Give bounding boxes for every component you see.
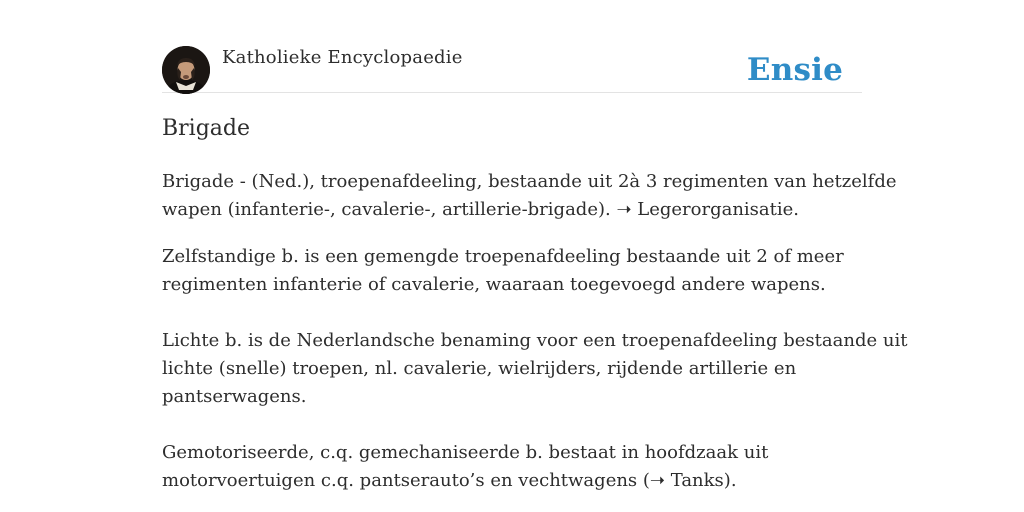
paragraph-line: pantserwagens.	[162, 386, 307, 407]
paragraph-line: Gemotoriseerde, c.q. gemechaniseerde b. bestaat in hoofdzaak uit	[162, 442, 769, 463]
paragraph-line: Zelfstandige b. is een gemengde troepenafdeeling bestaande uit 2 of meer	[162, 246, 844, 267]
brand-logo[interactable]: Ensie	[746, 52, 843, 88]
paragraph-line: Brigade - (Ned.), troepenafdeeling, bestaande uit 2à 3 regimenten van hetzelfde	[162, 171, 897, 192]
paragraph-line: motorvoertuigen c.q. pantserauto’s en vechtwagens (➝ Tanks).	[162, 470, 737, 491]
source-title[interactable]: Katholieke Encyclopaedie	[222, 47, 463, 68]
source-header	[162, 46, 862, 93]
portrait-avatar-icon[interactable]	[162, 46, 210, 94]
entry-paragraph	[162, 243, 862, 299]
entry-paragraph	[162, 439, 862, 495]
entry-paragraph	[162, 327, 908, 411]
paragraph-line: Lichte b. is de Nederlandsche benaming voor een troepenafdeeling bestaande uit	[162, 330, 908, 351]
paragraph-line: regimenten infanterie of cavalerie, waaraan toegevoegd andere wapens.	[162, 274, 826, 295]
page	[162, 0, 908, 512]
entry-paragraph	[162, 168, 897, 224]
paragraph-line: lichte (snelle) troepen, nl. cavalerie, wielrijders, rijdende artillerie en	[162, 358, 797, 379]
paragraph-line: wapen (infanterie-, cavalerie-, artillerie-brigade). ➝ Legerorganisatie.	[162, 199, 800, 220]
entry-title: Brigade	[162, 116, 251, 141]
